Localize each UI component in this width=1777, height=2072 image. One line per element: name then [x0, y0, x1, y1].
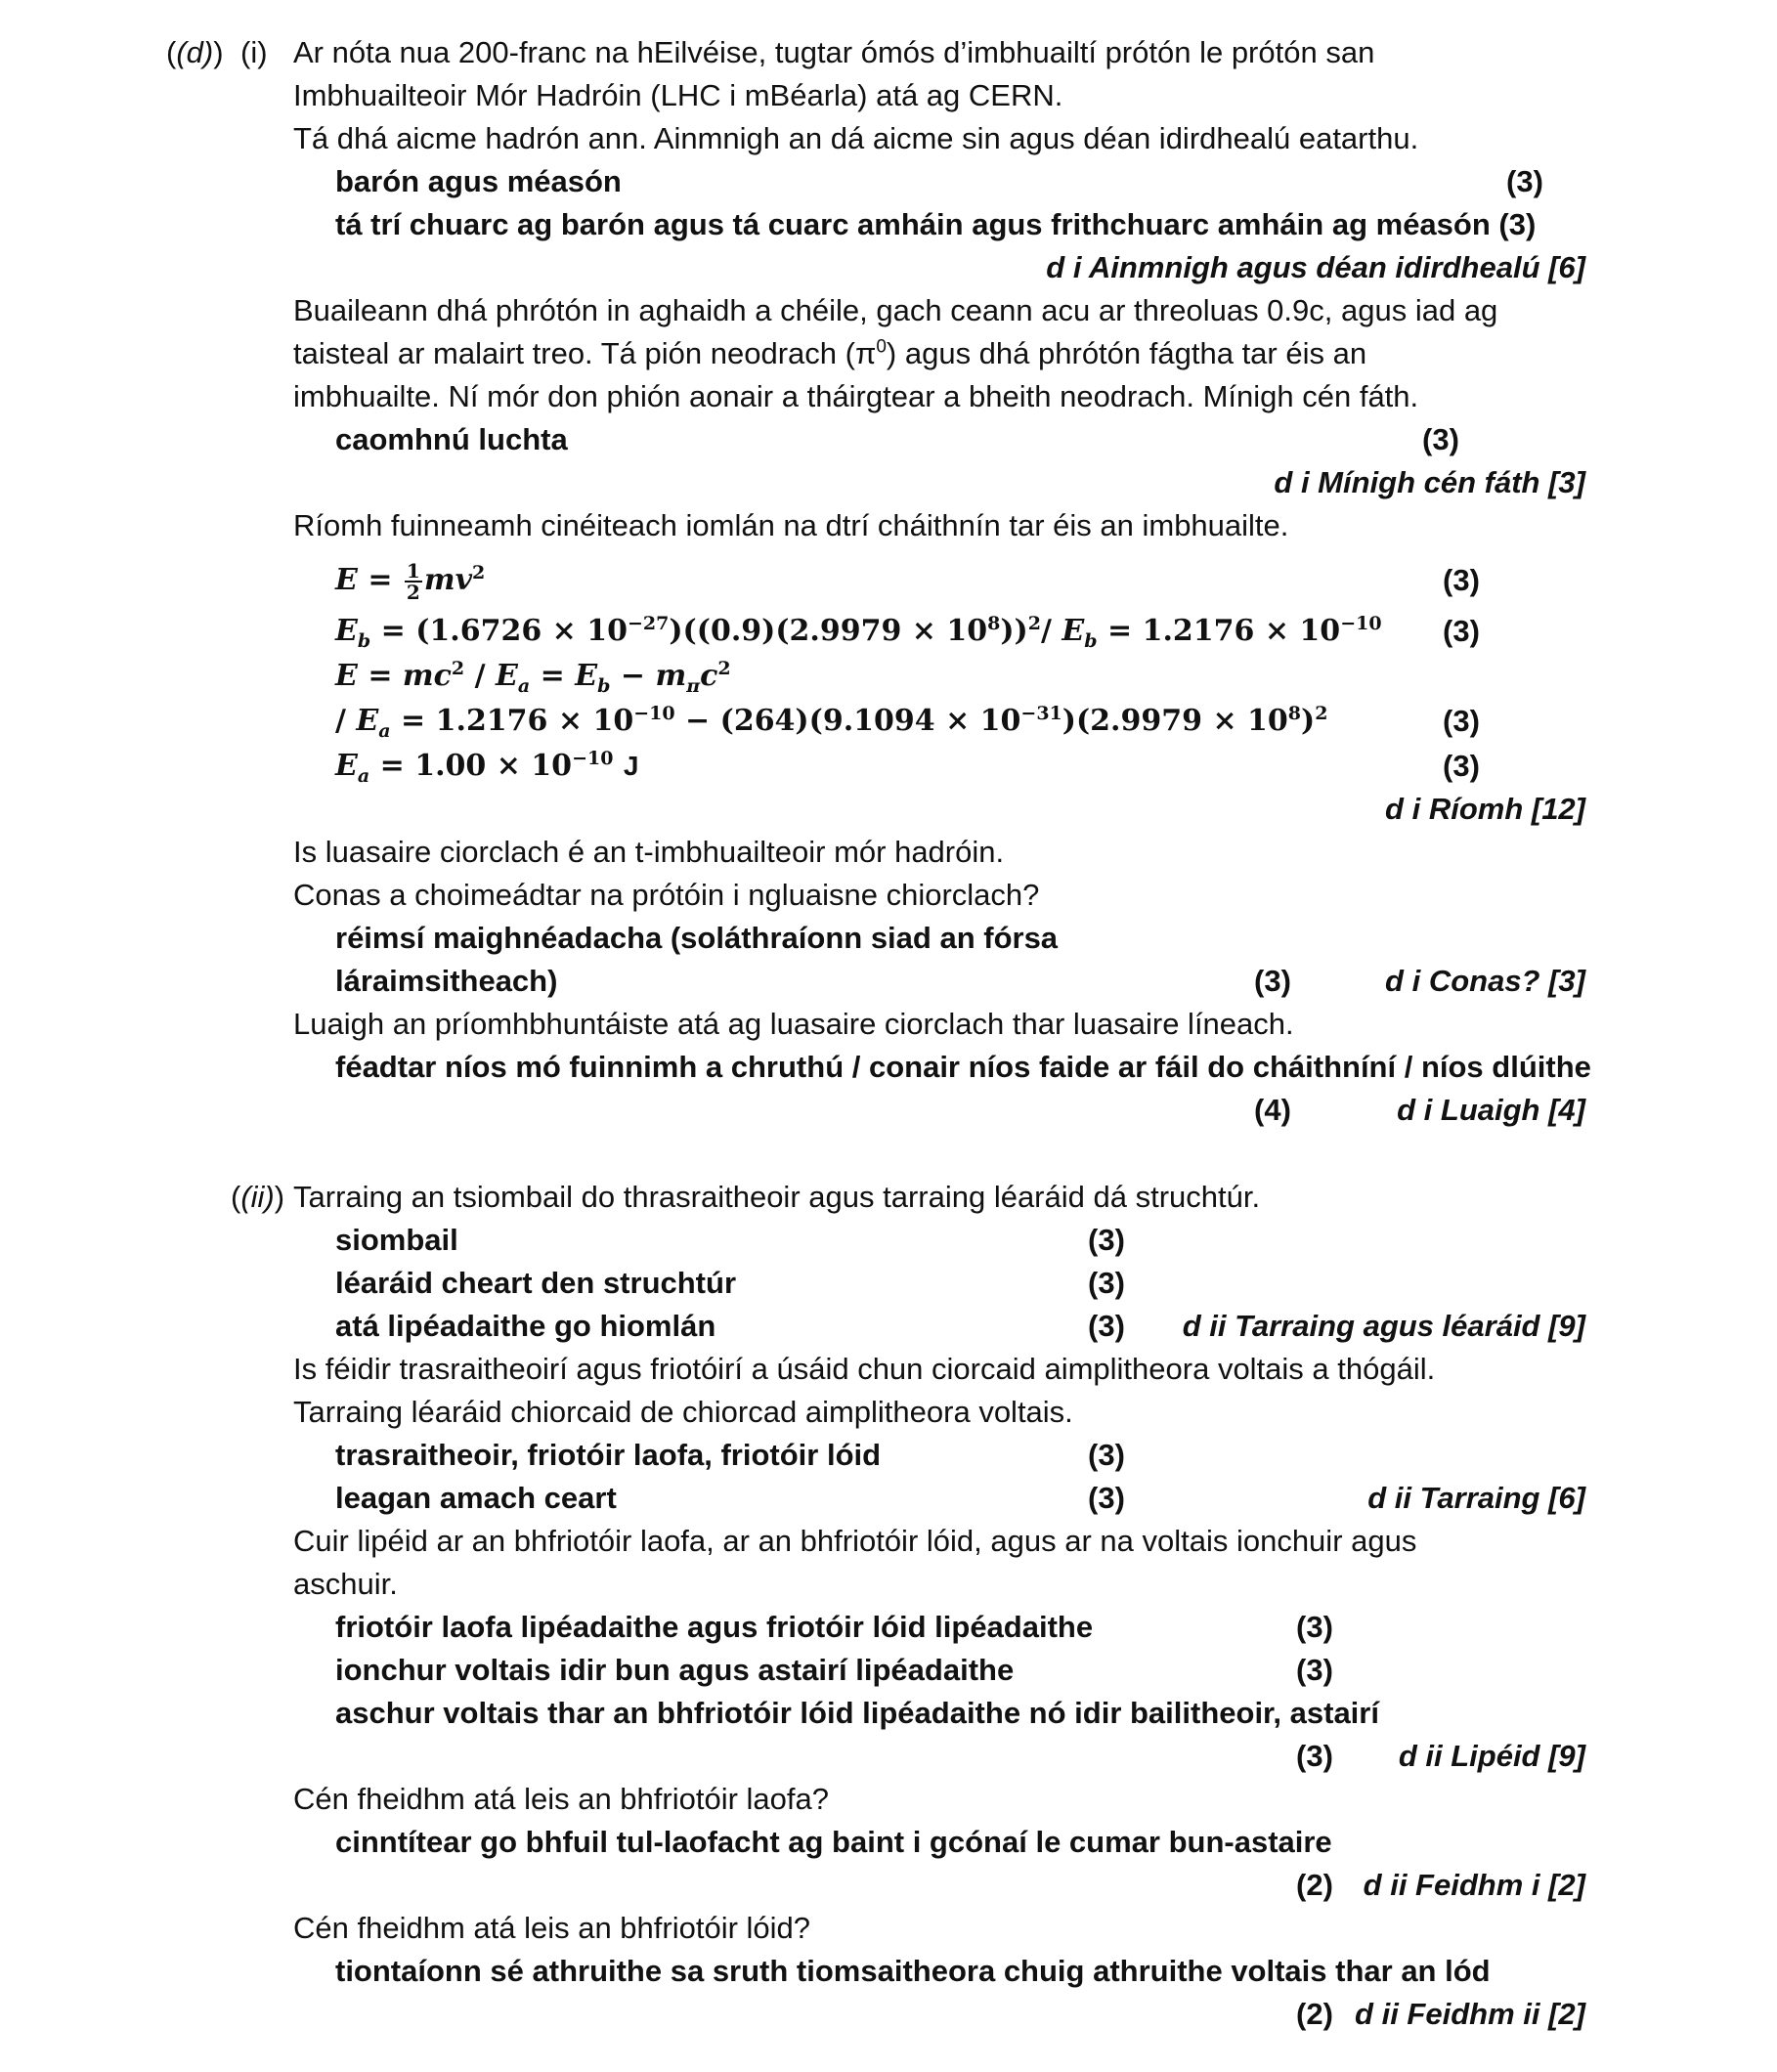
question-kinetic-energy: Ríomh fuinneamh cinéiteach iomlán na dtrí cháithnín tar éis an imbhuailte.: [293, 508, 1289, 542]
label-subpart-i: (i): [240, 35, 268, 69]
answer-input-voltage: ionchur voltais idir bun agus astairí lipéadaithe: [335, 1653, 1015, 1687]
marking-tag: d i Conas? [3]: [1385, 964, 1585, 998]
equation-ea-result: $E_a = 1.00 \times 10^{-10}$ J: [335, 748, 639, 787]
marking-tag: d ii Lipéid [9]: [1398, 1739, 1585, 1773]
marking-tag: d ii Feidhm i [2]: [1363, 1868, 1585, 1902]
marks: (3): [1088, 1481, 1125, 1515]
marks: (3): [1088, 1438, 1125, 1472]
marks: (3): [1506, 164, 1543, 198]
marks: (3): [1296, 1653, 1333, 1687]
answer-structure-diagram: léaráid cheart den struchtúr: [335, 1266, 737, 1300]
answer-baryon-meson: barón agus méasón: [335, 164, 622, 198]
label-subpart-ii: ((ii)): [231, 1180, 285, 1214]
answer-fully-labelled: atá lipéadaithe go hiomlán: [335, 1309, 716, 1343]
answer-bias-function: cinntítear go bhfuil tul-laofacht ag baint i gcónaí le cumar bun-astaire: [335, 1825, 1332, 1859]
question-bias-resistor: Cén fheidhm atá leis an bhfriotóir laofa?: [293, 1782, 829, 1816]
equation-eb-value: $E_b = (1.6726 \times 10^{-27})((0.9)(2.9979 \times 10^8))^2/$ $E_b = 1.2176 \times 10^{-10}$: [335, 613, 1382, 652]
marking-tag: d ii Tarraing [6]: [1367, 1481, 1585, 1515]
marking-tag: d i Ainmnigh agus déan idirdhealú [6]: [1046, 250, 1585, 284]
marks: (3): [1443, 563, 1480, 597]
question-labels-line-1: Cuir lipéid ar an bhfriotóir laofa, ar an bhfriotóir lóid, agus ar na voltais ionchuir agus: [293, 1524, 1417, 1558]
marks: (3): [1296, 1610, 1333, 1644]
question-collision-line-3: imbhuailte. Ní mór don phión aonair a tháirgtear a bheith neodrach. Mínigh cén fáth.: [293, 379, 1419, 413]
marking-tag: d i Ríomh [12]: [1385, 792, 1585, 826]
marks: (3): [1088, 1223, 1125, 1257]
marking-tag: d i Mínigh cén fáth [3]: [1274, 465, 1585, 499]
question-amplifier-line-2: Tarraing léaráid chiorcaid de chiorcad aimplitheora voltais.: [293, 1395, 1073, 1429]
marks: (3): [1443, 614, 1480, 648]
marks: (3): [1443, 704, 1480, 738]
answer-resistors-labelled: friotóir laofa lipéadaithe agus friotóir lóid lipéadaithe: [335, 1610, 1094, 1644]
marks: (3): [1296, 1739, 1333, 1773]
marking-tag: d ii Tarraing agus léaráid [9]: [1182, 1309, 1585, 1343]
marks: (3): [1443, 749, 1480, 783]
marking-tag: d ii Feidhm ii [2]: [1355, 1997, 1585, 2031]
equation-ke-formula: E = $\frac{1}{2}$ $mv^2$: [335, 559, 486, 604]
answer-correct-layout: leagan amach ceart: [335, 1481, 617, 1515]
question-transistor-symbol: Tarraing an tsiombail do thrasraitheoir agus tarraing léaráid dá struchtúr.: [293, 1180, 1261, 1214]
question-load-resistor: Cén fheidhm atá leis an bhfriotóir lóid?: [293, 1911, 811, 1945]
marks: (3): [1088, 1266, 1125, 1300]
question-collision-line-1: Buaileann dhá phrótón in aghaidh a chéile, gach ceann acu ar threoluas 0.9c, agus iad ag: [293, 293, 1498, 327]
question-hadron-classes: Tá dhá aicme hadrón ann. Ainmnigh an dá aicme sin agus déan idirdhealú eatarthu.: [293, 121, 1419, 155]
answer-advantage: féadtar níos mó fuinnimh a chruthú / conair níos faide ar fáil do cháithníní / níos dlúithe: [335, 1050, 1591, 1084]
marks: (3): [1254, 964, 1291, 998]
marking-tag: d i Luaigh [4]: [1397, 1093, 1585, 1127]
answer-magnetic-fields-1: réimsí maighnéadacha (soláthraíonn siad an fórsa: [335, 921, 1059, 955]
question-main-advantage: Luaigh an príomhbhuntáiste atá ag luasaire ciorclach thar luasaire líneach.: [293, 1007, 1294, 1041]
fraction: $\frac{1}{2}$: [406, 559, 420, 604]
answer-magnetic-fields-2: láraimsitheach): [335, 964, 558, 998]
intro-line-2: Imbhuailteoir Mór Hadróin (LHC i mBéarla) atá ag CERN.: [293, 78, 1063, 112]
answer-output-voltage: aschur voltais thar an bhfriotóir lóid lipéadaithe nó idir bailitheoir, astairí: [335, 1696, 1379, 1730]
answer-charge-conservation: caomhnú luchta: [335, 422, 568, 456]
answer-symbol: siombail: [335, 1223, 458, 1257]
question-circular-accelerator: Is luasaire ciorclach é an t-imbhuailteoir mór hadróin.: [293, 835, 1005, 869]
marks: (3): [1422, 422, 1459, 456]
answer-load-function: tiontaíonn sé athruithe sa sruth tiomsaitheora chuig athruithe voltais thar an lód: [335, 1954, 1491, 1988]
equation-ea-substitution: / $E_a = 1.2176 \times 10^{-10} - (264)(9.1094 \times 10^{-31})(2.9979 \times 10^8)^2$: [335, 703, 1328, 742]
question-amplifier-line-1: Is féidir trasraitheoirí agus friotóirí a úsáid chun ciorcaid aimplitheora voltais a thógáil.: [293, 1352, 1436, 1386]
marks: (2): [1296, 1997, 1333, 2031]
intro-line-1: Ar nóta nua 200-franc na hEilvéise, tugtar ómós d’imbhuailtí prótón le prótón san: [293, 35, 1375, 69]
answer-components: trasraitheoir, friotóir laofa, friotóir lóid: [335, 1438, 882, 1472]
question-labels-line-2: aschuir.: [293, 1567, 398, 1601]
question-collision-line-2: taisteal ar malairt treo. Tá pión neodrach $(\pi^0)$ agus dhá phrótón fágtha tar éis an: [293, 336, 1367, 370]
label-part-d: ((d)): [166, 35, 224, 69]
marks: (4): [1254, 1093, 1291, 1127]
equation-mass-energy: $E = mc^2 / E_a = E_b - m_\pi c^2$: [335, 658, 731, 697]
question-circular-motion: Conas a choimeádtar na prótóin i ngluaisne chiorclach?: [293, 878, 1040, 912]
answer-quark-content: tá trí chuarc ag barón agus tá cuarc amháin agus frithchuarc amháin ag méasón (3): [335, 207, 1537, 241]
marks: (2): [1296, 1868, 1333, 1902]
marks: (3): [1088, 1309, 1125, 1343]
